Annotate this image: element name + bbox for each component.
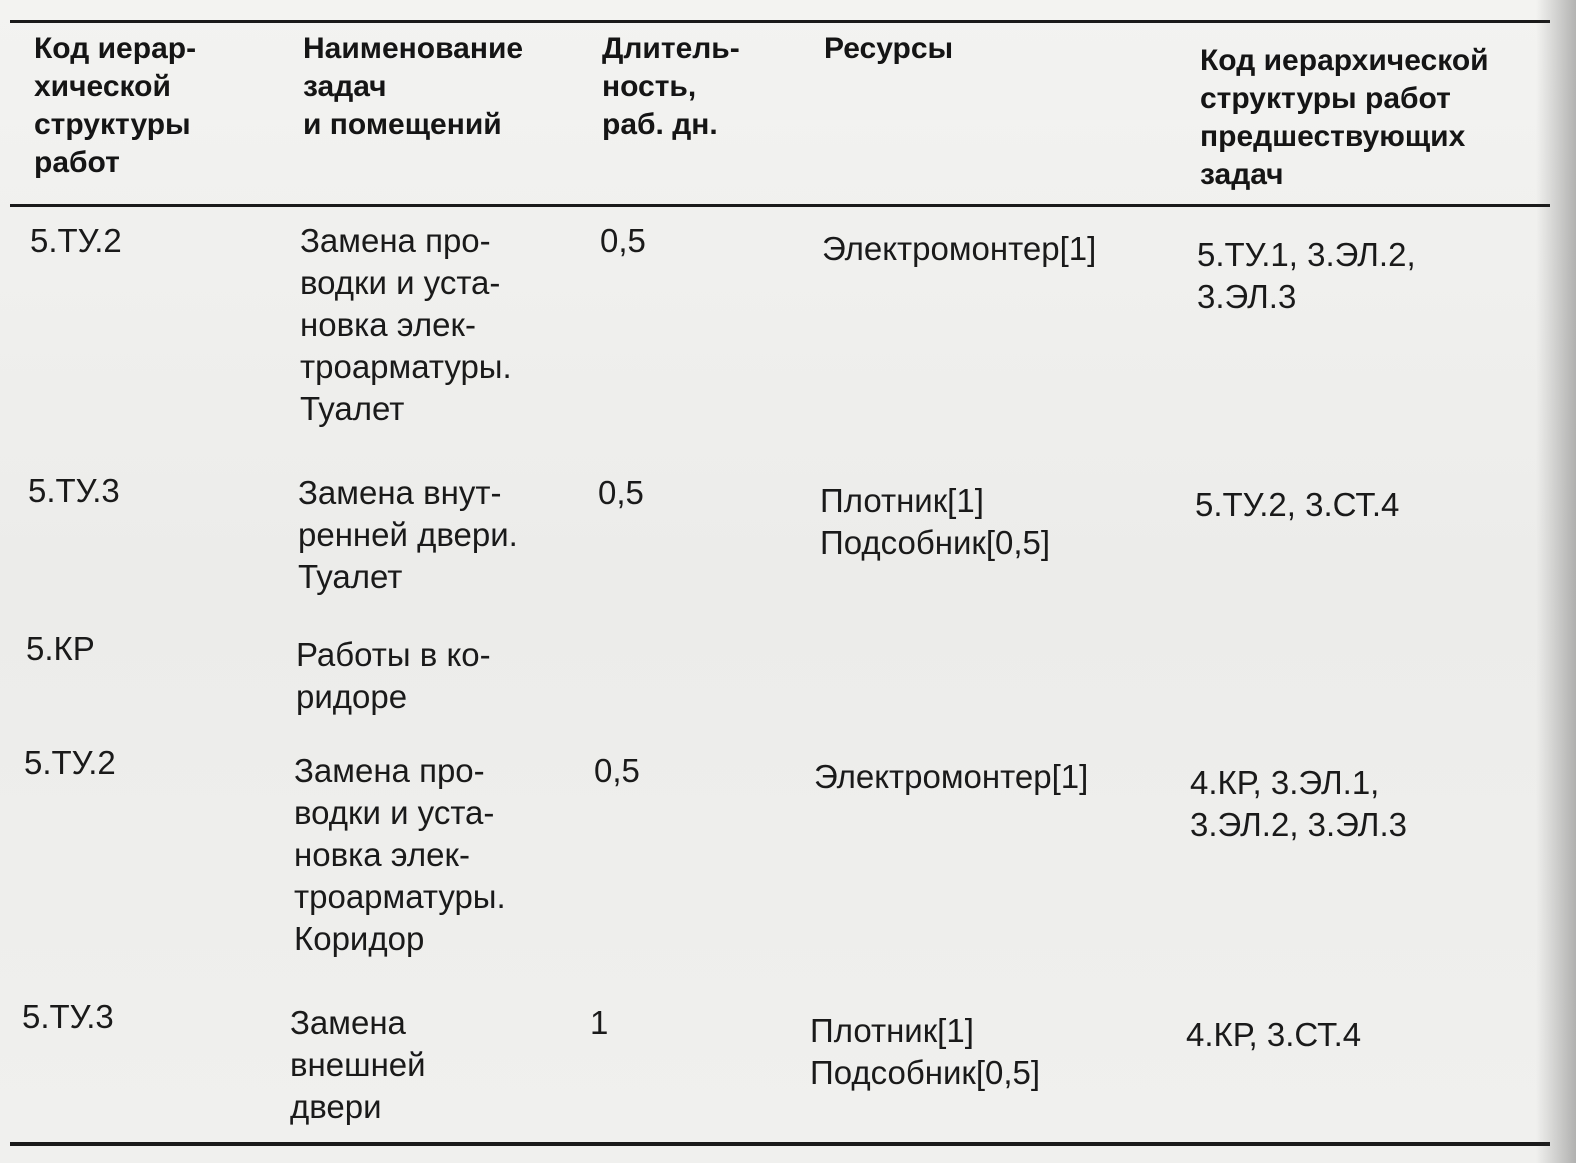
table-header-rule — [10, 204, 1550, 207]
table-top-rule — [10, 20, 1550, 23]
row-predecessors: 5.ТУ.2, 3.СТ.4 — [1195, 486, 1400, 523]
row-predecessors: 4.КР, 3.ЭЛ.1, 3.ЭЛ.2, 3.ЭЛ.3 — [1190, 764, 1407, 843]
row-duration: 0,5 — [600, 222, 646, 259]
row-duration: 0,5 — [594, 752, 640, 789]
row-code: 5.ТУ.3 — [22, 998, 114, 1035]
row-code: 5.ТУ.2 — [30, 222, 122, 259]
row-task-name: Замена про- водки и уста- новка элек- троарматуры. Туалет — [300, 222, 512, 427]
row-resources: Электромонтер[1] — [814, 758, 1089, 795]
row-predecessors: 5.ТУ.1, 3.ЭЛ.2, 3.ЭЛ.3 — [1197, 236, 1416, 315]
header-hierarchy-code: Код иерар- хической структуры работ — [34, 32, 197, 179]
page-edge-shadow — [1536, 0, 1576, 1163]
row-code: 5.ТУ.2 — [24, 744, 116, 781]
row-predecessors: 4.КР, 3.СТ.4 — [1186, 1016, 1362, 1053]
header-task-name: Наименование задач и помещений — [303, 32, 524, 141]
row-task-name: Замена про- водки и уста- новка элек- троарматуры. Коридор — [294, 752, 506, 957]
row-resources: Электромонтер[1] — [822, 230, 1097, 267]
header-predecessors: Код иерархической структуры работ предшествующих задач — [1200, 44, 1489, 191]
table-bottom-rule — [10, 1142, 1550, 1146]
header-duration: Длитель- ность, раб. дн. — [602, 32, 740, 141]
row-code: 5.ТУ.3 — [28, 472, 120, 509]
row-task-name: Работы в ко- ридоре — [296, 636, 491, 715]
row-duration: 0,5 — [598, 474, 644, 511]
row-resources: Плотник[1] Подсобник[0,5] — [820, 482, 1051, 561]
row-resources: Плотник[1] Подсобник[0,5] — [810, 1012, 1041, 1091]
row-code: 5.КР — [26, 630, 95, 667]
row-task-name: Замена внешней двери — [290, 1004, 426, 1125]
header-resources: Ресурсы — [824, 32, 954, 65]
row-duration: 1 — [590, 1004, 609, 1041]
row-task-name: Замена внут- ренней двери. Туалет — [298, 474, 518, 595]
